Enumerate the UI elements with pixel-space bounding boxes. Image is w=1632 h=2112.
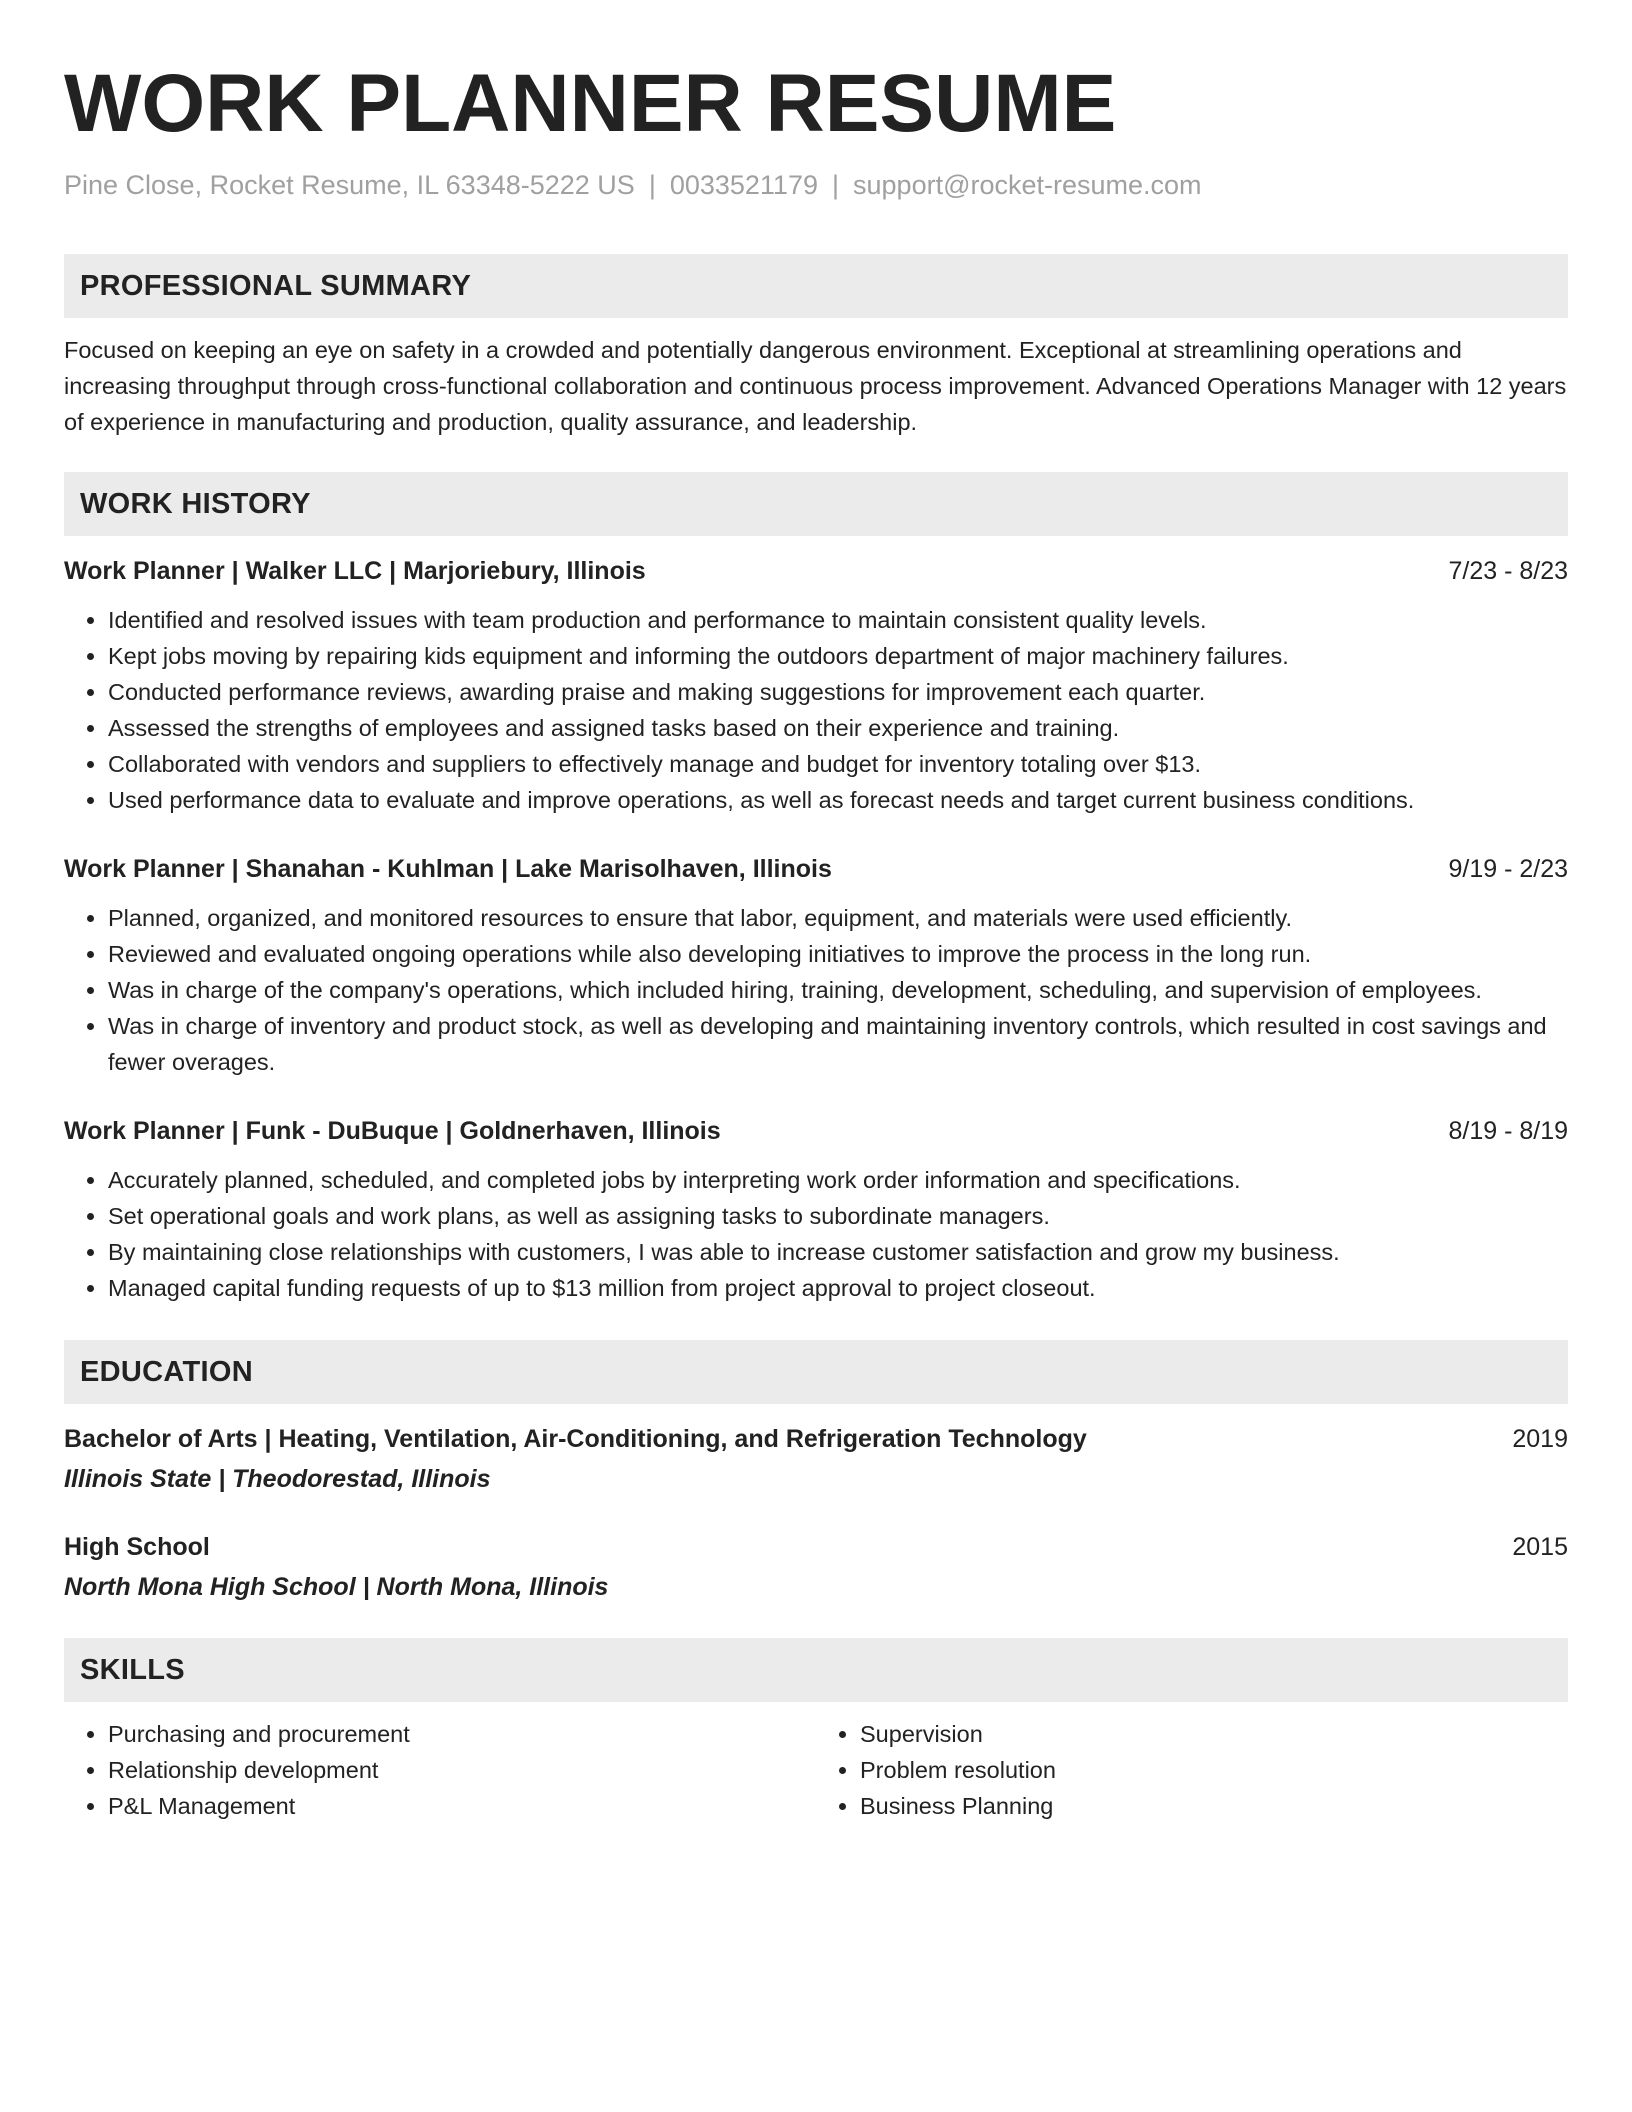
section-heading-education: EDUCATION	[64, 1340, 1568, 1404]
job-bullet: • Managed capital funding requests of up to $13 million from project approval to project closeout.	[108, 1270, 1568, 1306]
job-bullet: • Collaborated with vendors and suppliers to effectively manage and budget for inventory totaling over $13.	[108, 746, 1568, 782]
job-title: Work Planner | Funk - DuBuque | Goldnerhaven, Illinois	[64, 1117, 721, 1145]
skill-item: • Relationship development	[108, 1752, 816, 1788]
job-entry	[64, 1114, 1568, 1306]
job-bullet: • Accurately planned, scheduled, and completed jobs by interpreting work order information and specifications.	[108, 1162, 1568, 1198]
job-bullet: • Assessed the strengths of employees and assigned tasks based on their experience and training.	[108, 710, 1568, 746]
job-dates: 7/23 - 8/23	[1448, 557, 1568, 585]
contact-email: support@rocket-resume.com	[853, 170, 1202, 200]
skill-item: • P&L Management	[108, 1788, 816, 1824]
contact-separator: |	[832, 170, 840, 200]
job-header	[64, 554, 1568, 588]
resume-title: WORK PLANNER RESUME	[64, 58, 1117, 149]
job-bullet: • By maintaining close relationships with customers, I was able to increase customer satisfaction and grow my business.	[108, 1234, 1568, 1270]
job-dates: 9/19 - 2/23	[1448, 855, 1568, 883]
education-entry	[64, 1422, 1568, 1496]
education-school: North Mona High School | North Mona, Illinois	[64, 1573, 609, 1601]
skill-item: • Business Planning	[860, 1788, 1568, 1824]
section-heading-skills: SKILLS	[64, 1638, 1568, 1702]
job-bullet: • Reviewed and evaluated ongoing operations while also developing initiatives to improve the process in the long run.	[108, 936, 1568, 972]
education-year: 2019	[1512, 1425, 1568, 1453]
skills-column-right	[816, 1716, 1568, 1824]
job-bullet: • Kept jobs moving by repairing kids equipment and informing the outdoors department of major machinery failures.	[108, 638, 1568, 674]
education-header	[64, 1530, 1568, 1564]
job-bullet: • Set operational goals and work plans, as well as assigning tasks to subordinate managers.	[108, 1198, 1568, 1234]
contact-address: Pine Close, Rocket Resume, IL 63348-5222 US	[64, 170, 635, 200]
job-title: Work Planner | Walker LLC | Marjoriebury, Illinois	[64, 557, 646, 585]
education-year: 2015	[1512, 1533, 1568, 1561]
skills-list	[64, 1716, 1568, 1824]
job-header	[64, 1114, 1568, 1148]
job-bullet: • Was in charge of the company's operations, which included hiring, training, development, scheduling, and supervision of employees.	[108, 972, 1568, 1008]
section-heading-work-history: WORK HISTORY	[64, 472, 1568, 536]
education-header	[64, 1422, 1568, 1456]
education-entry	[64, 1530, 1568, 1604]
job-bullets	[64, 602, 1568, 818]
job-entry	[64, 554, 1568, 818]
job-bullets	[64, 900, 1568, 1080]
skill-item: • Problem resolution	[860, 1752, 1568, 1788]
skills-column-left	[64, 1716, 816, 1824]
job-bullet: • Was in charge of inventory and product stock, as well as developing and maintaining inventory controls, which resulted in cost savings and fewer overages.	[108, 1008, 1568, 1080]
job-bullet: • Used performance data to evaluate and improve operations, as well as forecast needs and target current business conditions.	[108, 782, 1568, 818]
job-bullet: • Identified and resolved issues with team production and performance to maintain consistent quality levels.	[108, 602, 1568, 638]
job-title: Work Planner | Shanahan - Kuhlman | Lake Marisolhaven, Illinois	[64, 855, 832, 883]
education-degree: Bachelor of Arts | Heating, Ventilation, Air-Conditioning, and Refrigeration Technology	[64, 1425, 1087, 1453]
contact-line	[64, 168, 1568, 202]
education-degree: High School	[64, 1533, 210, 1561]
job-bullet: • Planned, organized, and monitored resources to ensure that labor, equipment, and materials were used efficiently.	[108, 900, 1568, 936]
job-dates: 8/19 - 8/19	[1448, 1117, 1568, 1145]
contact-phone: 0033521179	[669, 170, 818, 200]
job-bullets	[64, 1162, 1568, 1306]
contact-separator: |	[648, 170, 656, 200]
summary-text: Focused on keeping an eye on safety in a crowded and potentially dangerous environment. Exceptional at streamlining operations and increasing throughput through cross-functional collaboration and continuous process improvement. Advanced Operations Manager with 12 years of experience in manufacturing and production, quality assurance, and leadership.	[64, 337, 1567, 435]
education-school: Illinois State | Theodorestad, Illinois	[64, 1465, 491, 1493]
job-header	[64, 852, 1568, 886]
skill-item: • Supervision	[860, 1716, 1568, 1752]
section-heading-summary: PROFESSIONAL SUMMARY	[64, 254, 1568, 318]
job-bullet: • Conducted performance reviews, awarding praise and making suggestions for improvement each quarter.	[108, 674, 1568, 710]
job-entry	[64, 852, 1568, 1080]
skill-item: • Purchasing and procurement	[108, 1716, 816, 1752]
